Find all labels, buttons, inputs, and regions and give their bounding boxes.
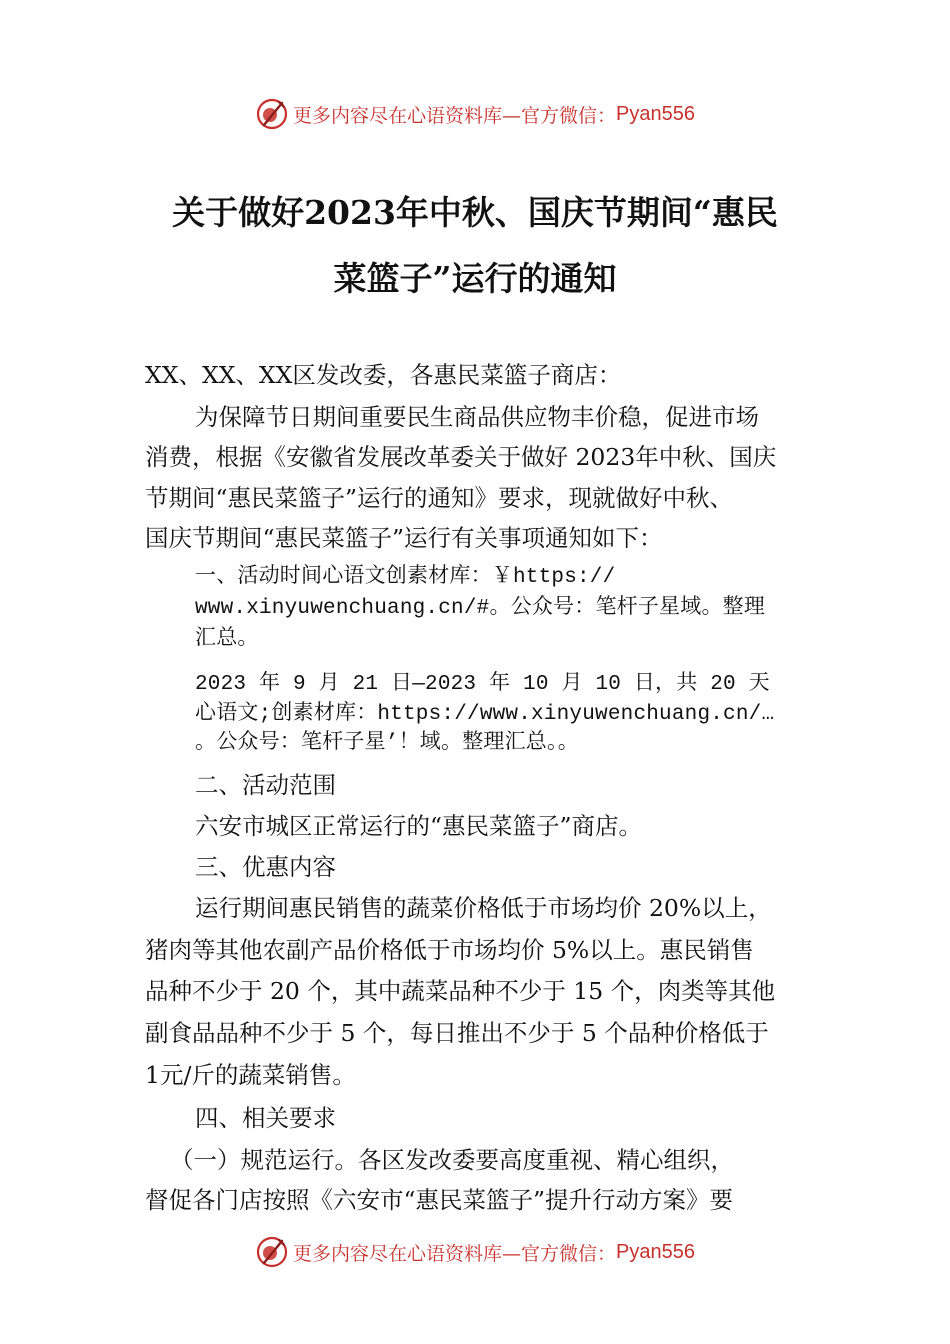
section1-content-line: 2023 年 9 月 21 日—2023 年 10 月 10 日，共 20 天 xyxy=(195,673,770,696)
section3-content-line: 品种不少于 20 个，其中蔬菜品种不少于 15 个，肉类等其他 xyxy=(145,977,776,1005)
watermark-wechat-id: Pyan556 xyxy=(616,102,695,125)
section1-heading-line: 汇总。 xyxy=(195,628,259,651)
intro-line: 为保障节日期间重要民生商品供应物丰价稳，促进市场 xyxy=(195,403,759,431)
watermark-header xyxy=(0,94,950,134)
watermark-wechat-id: Pyan556 xyxy=(616,1240,695,1263)
section1-content-line: 。公众号：笔杆子星’！域。整理汇总。。 xyxy=(195,732,579,755)
section2-heading: 二、活动范围 xyxy=(195,771,336,799)
section4-heading: 四、相关要求 xyxy=(195,1104,336,1132)
section3-content-line: 猪肉等其他农副产品价格低于市场均价 5%以上。惠民销售 xyxy=(145,936,754,964)
intro-line: 国庆节期间“惠民菜篮子”运行有关事项通知如下： xyxy=(145,524,663,552)
salutation: XX、XX、XX区发改委，各惠民菜篮子商店： xyxy=(145,361,622,389)
watermark-footer xyxy=(0,1232,950,1272)
section1-heading-line: www.xinyuwenchuang.cn/#。公众号：笔杆子星域。整理 xyxy=(195,597,766,620)
section1-content-line: 心语文;创素材库：https://www.xinyuwenchuang.cn/… xyxy=(195,703,775,726)
intro-line: 消费，根据《安徽省发展改革委关于做好 2023年中秋、国庆 xyxy=(145,443,777,471)
pen-logo-icon xyxy=(255,1235,289,1269)
section3-content-line: 副食品品种不少于 5 个，每日推出不少于 5 个品种价格低于 xyxy=(145,1019,769,1047)
document-title xyxy=(130,180,820,312)
section3-content-line: 1元/斤的蔬菜销售。 xyxy=(145,1061,356,1089)
section3-heading: 三、优惠内容 xyxy=(195,853,336,881)
title-line-1: 关于做好2023年中秋、国庆节期间“惠民 xyxy=(172,193,778,232)
section3-content-line: 运行期间惠民销售的蔬菜价格低于市场均价 20%以上， xyxy=(195,894,772,922)
section2-content: 六安市城区正常运行的“惠民菜篮子”商店。 xyxy=(195,812,643,840)
section1-heading-line: 一、活动时间心语文创素材库：￥https:// xyxy=(195,566,616,589)
watermark-text: 更多内容尽在心语资料库—官方微信： xyxy=(293,1242,617,1265)
title-line-2: 菜篮子”运行的通知 xyxy=(333,259,617,298)
pen-logo-icon xyxy=(255,97,289,131)
section4-content-line: 督促各门店按照《六安市“惠民菜篮子”提升行动方案》要 xyxy=(145,1186,734,1214)
section4-content-line: （一）规范运行。各区发改委要高度重视、精心组织， xyxy=(170,1146,734,1174)
intro-line: 节期间“惠民菜篮子”运行的通知》要求，现就做好中秋、 xyxy=(145,484,734,512)
watermark-text: 更多内容尽在心语资料库—官方微信： xyxy=(293,104,617,127)
